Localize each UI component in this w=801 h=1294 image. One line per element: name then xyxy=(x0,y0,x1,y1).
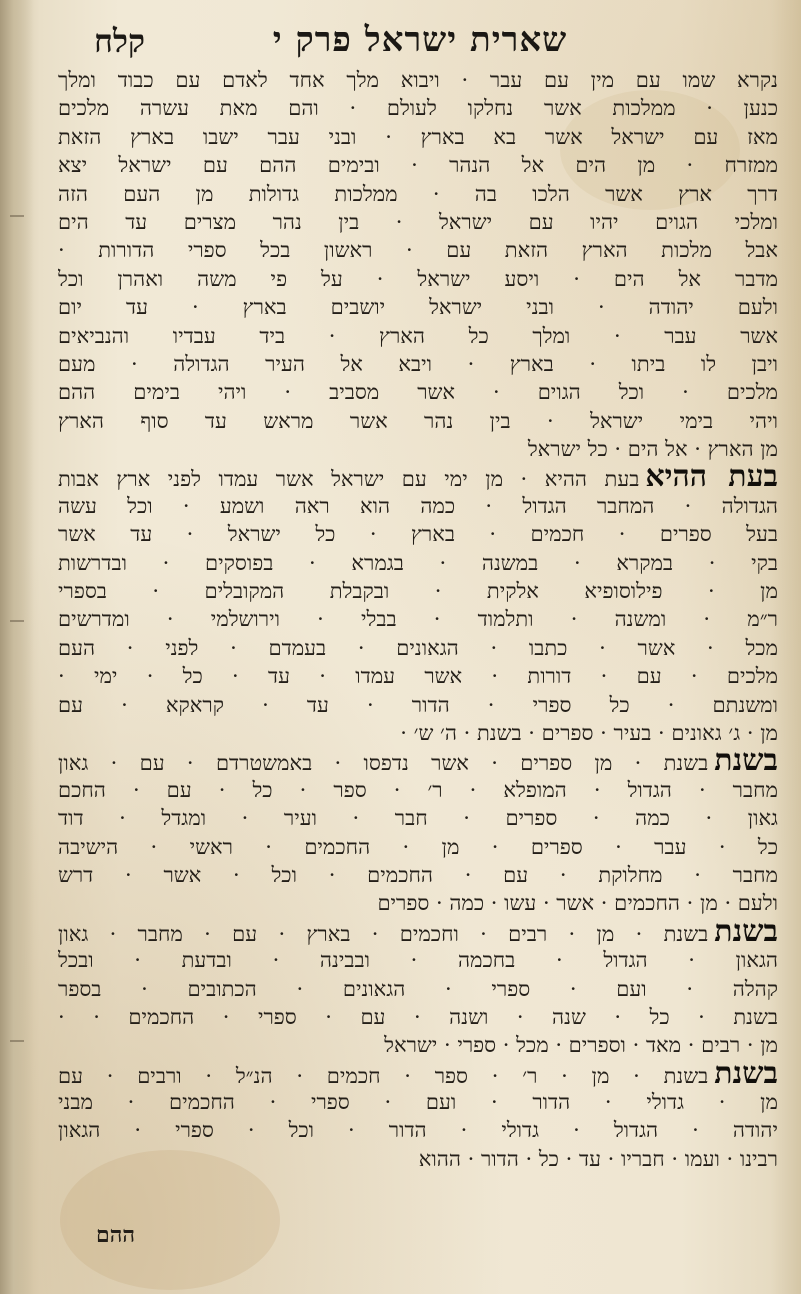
text-line: אשר עבר · ומלך כל הארץ · ביד עבדיו והנביאים xyxy=(58,323,778,348)
text-line: בשנת · כל · שנה · ושנה · עם · ספרי · החכמים · · xyxy=(58,1004,778,1029)
text-line: הגדולה · המחבר הגדול · כמה הוא ראה ושמע · וכל עשה xyxy=(58,493,778,518)
text-line: מן הארץ · אל הים · כל ישראל xyxy=(527,437,778,462)
text-line: גאון · כמה · ספרים · חבר · ועיר · ומגדל · דוד xyxy=(58,806,778,831)
section-opening-word: בשנת xyxy=(714,747,778,776)
line-text: בשנת · מן · רבים · וחכמים · בארץ · עם · מחבר · גאון xyxy=(58,921,709,946)
text-line: ויבן לו ביתו · בארץ · ויבא אל העיר הגדולה · מעם xyxy=(58,351,778,376)
text-line: מן · פילוסופיא אלקית · ובקבלת המקובלים · בספרי xyxy=(58,579,778,604)
margin-mark xyxy=(10,620,24,622)
text-line: יהודה · הגדול · גדולי · הדור · וכל · ספרי · הגאון xyxy=(58,1118,778,1143)
section-opening-word: בשנת xyxy=(714,1059,778,1089)
section-opening-word: בעת ההיא xyxy=(645,463,778,492)
text-line: מלכים · עם · דורות · אשר עמדו · עד · כל · ימי · xyxy=(58,664,778,689)
text-line: בעל ספרים · חכמים · בארץ · כל ישראל · עד אשר xyxy=(58,522,778,547)
folio-number: קלח xyxy=(94,22,146,60)
text-line: בקי · במקרא · במשנה · בגמרא · בפוסקים · ובדרשות xyxy=(58,550,778,575)
text-line xyxy=(58,1060,778,1088)
text-line: אבל מלכות הארץ הזאת עם · ראשון בכל ספרי הדורות · xyxy=(58,238,778,263)
text-line: ר״מ · ומשנה · ותלמוד · בבלי · וירושלמי · ומדרשים xyxy=(58,607,778,632)
text-line: ומלכי הגוים יהיו עם ישראל · בין נהר מצרים עד הים xyxy=(58,209,778,234)
text-line: נקרא שמו עם מין עם עבר · ויבוא מלך אחד לאדם עם כבוד ומלך xyxy=(58,68,778,92)
text-line: ולעם · מן · החכמים · אשר · עשו · כמה · ספרים xyxy=(377,891,778,916)
text-line: מאז עם ישראל אשר בא בארץ · ובני עבר ישבו בארץ הזאת xyxy=(58,124,778,149)
text-line: דרך ארץ אשר הלכו בה · ממלכות גדולות מן העם הזה xyxy=(58,181,778,206)
text-section xyxy=(58,1060,778,1174)
text-line: מחבר · מחלוקת · עם · החכמים · וכל · אשר · דרש xyxy=(58,862,778,887)
text-line: מן · רבים · מאד · וספרים · מכל · ספרי · ישראל xyxy=(384,1033,778,1058)
catchword: ההם xyxy=(96,1222,136,1248)
text-line xyxy=(58,918,778,946)
text-line: מחבר · הגדול · המופלא · ר׳ · ספר · כל · עם · החכם xyxy=(58,777,778,802)
text-section xyxy=(58,463,778,747)
text-line: ולעם יהודה · ובני ישראל יושבים בארץ · עד יום xyxy=(58,295,778,320)
text-line: מן · ג׳ גאונים · בעיר · ספרים · בשנת · ה׳ ש׳ · xyxy=(400,720,778,745)
margin-mark xyxy=(10,1040,24,1042)
text-line: מן · גדולי · הדור · ועם · ספרי · החכמים · מבני xyxy=(58,1090,778,1115)
text-line: מדבר אל הים · ויסע ישראל · על פי משה ואהרן וכל xyxy=(58,266,778,291)
section-opening-word: בשנת xyxy=(714,917,778,947)
line-text: בשנת · מן ספרים · אשר נדפסו · באמשטרדם · עם · גאון xyxy=(58,751,709,776)
margin-mark xyxy=(10,215,24,217)
main-text xyxy=(58,66,778,1266)
page-header xyxy=(70,16,770,62)
text-section xyxy=(58,918,778,1060)
text-line: כנען · ממלכות אשר נחלקו לעולם · והם מאת עשרה מלכים xyxy=(58,96,778,121)
text-line: הגאון · הגדול · בחכמה · ובבינה · ובדעת · ובכל xyxy=(58,948,778,973)
text-line xyxy=(58,463,778,491)
line-text: בעת ההיא · מן ימי עם ישראל אשר עמדו לפני ארץ אבות xyxy=(58,467,640,492)
text-line: ממזרח · מן הים אל הנהר · ובימים ההם עם ישראל יצא xyxy=(58,153,778,178)
text-line: רבינו · ועמו · חבריו · עד · כל · הדור · ההוא xyxy=(418,1146,778,1171)
text-section xyxy=(58,747,778,917)
text-line: כל · עבר · ספרים · מן · החכמים · ראשי · הישיבה xyxy=(58,834,778,859)
text-section xyxy=(58,66,778,463)
text-line: ויהי בימי ישראל · בין נהר אשר מראש עד סוף הארץ xyxy=(58,408,778,433)
line-text: בשנת · מן · ר׳ · ספר · חכמים · הנ״ל · ורבים · עם xyxy=(58,1063,709,1088)
binding-gutter xyxy=(0,0,34,1294)
text-line: מכל · אשר · כתבו · הגאונים · בעמדם · לפני · העם xyxy=(58,635,778,660)
text-line: מלכים · וכל הגוים · אשר מסביב · ויהי בימים ההם xyxy=(58,380,778,405)
text-line: ומשנתם · כל ספרי · הדור · עד · קראקא · עם xyxy=(58,692,778,717)
text-line xyxy=(58,747,778,775)
text-line: קהלה · ועם · ספרי · הגאונים · הכתובים · בספר xyxy=(58,976,778,1001)
running-title: שארית ישראל פרק י xyxy=(272,20,568,60)
